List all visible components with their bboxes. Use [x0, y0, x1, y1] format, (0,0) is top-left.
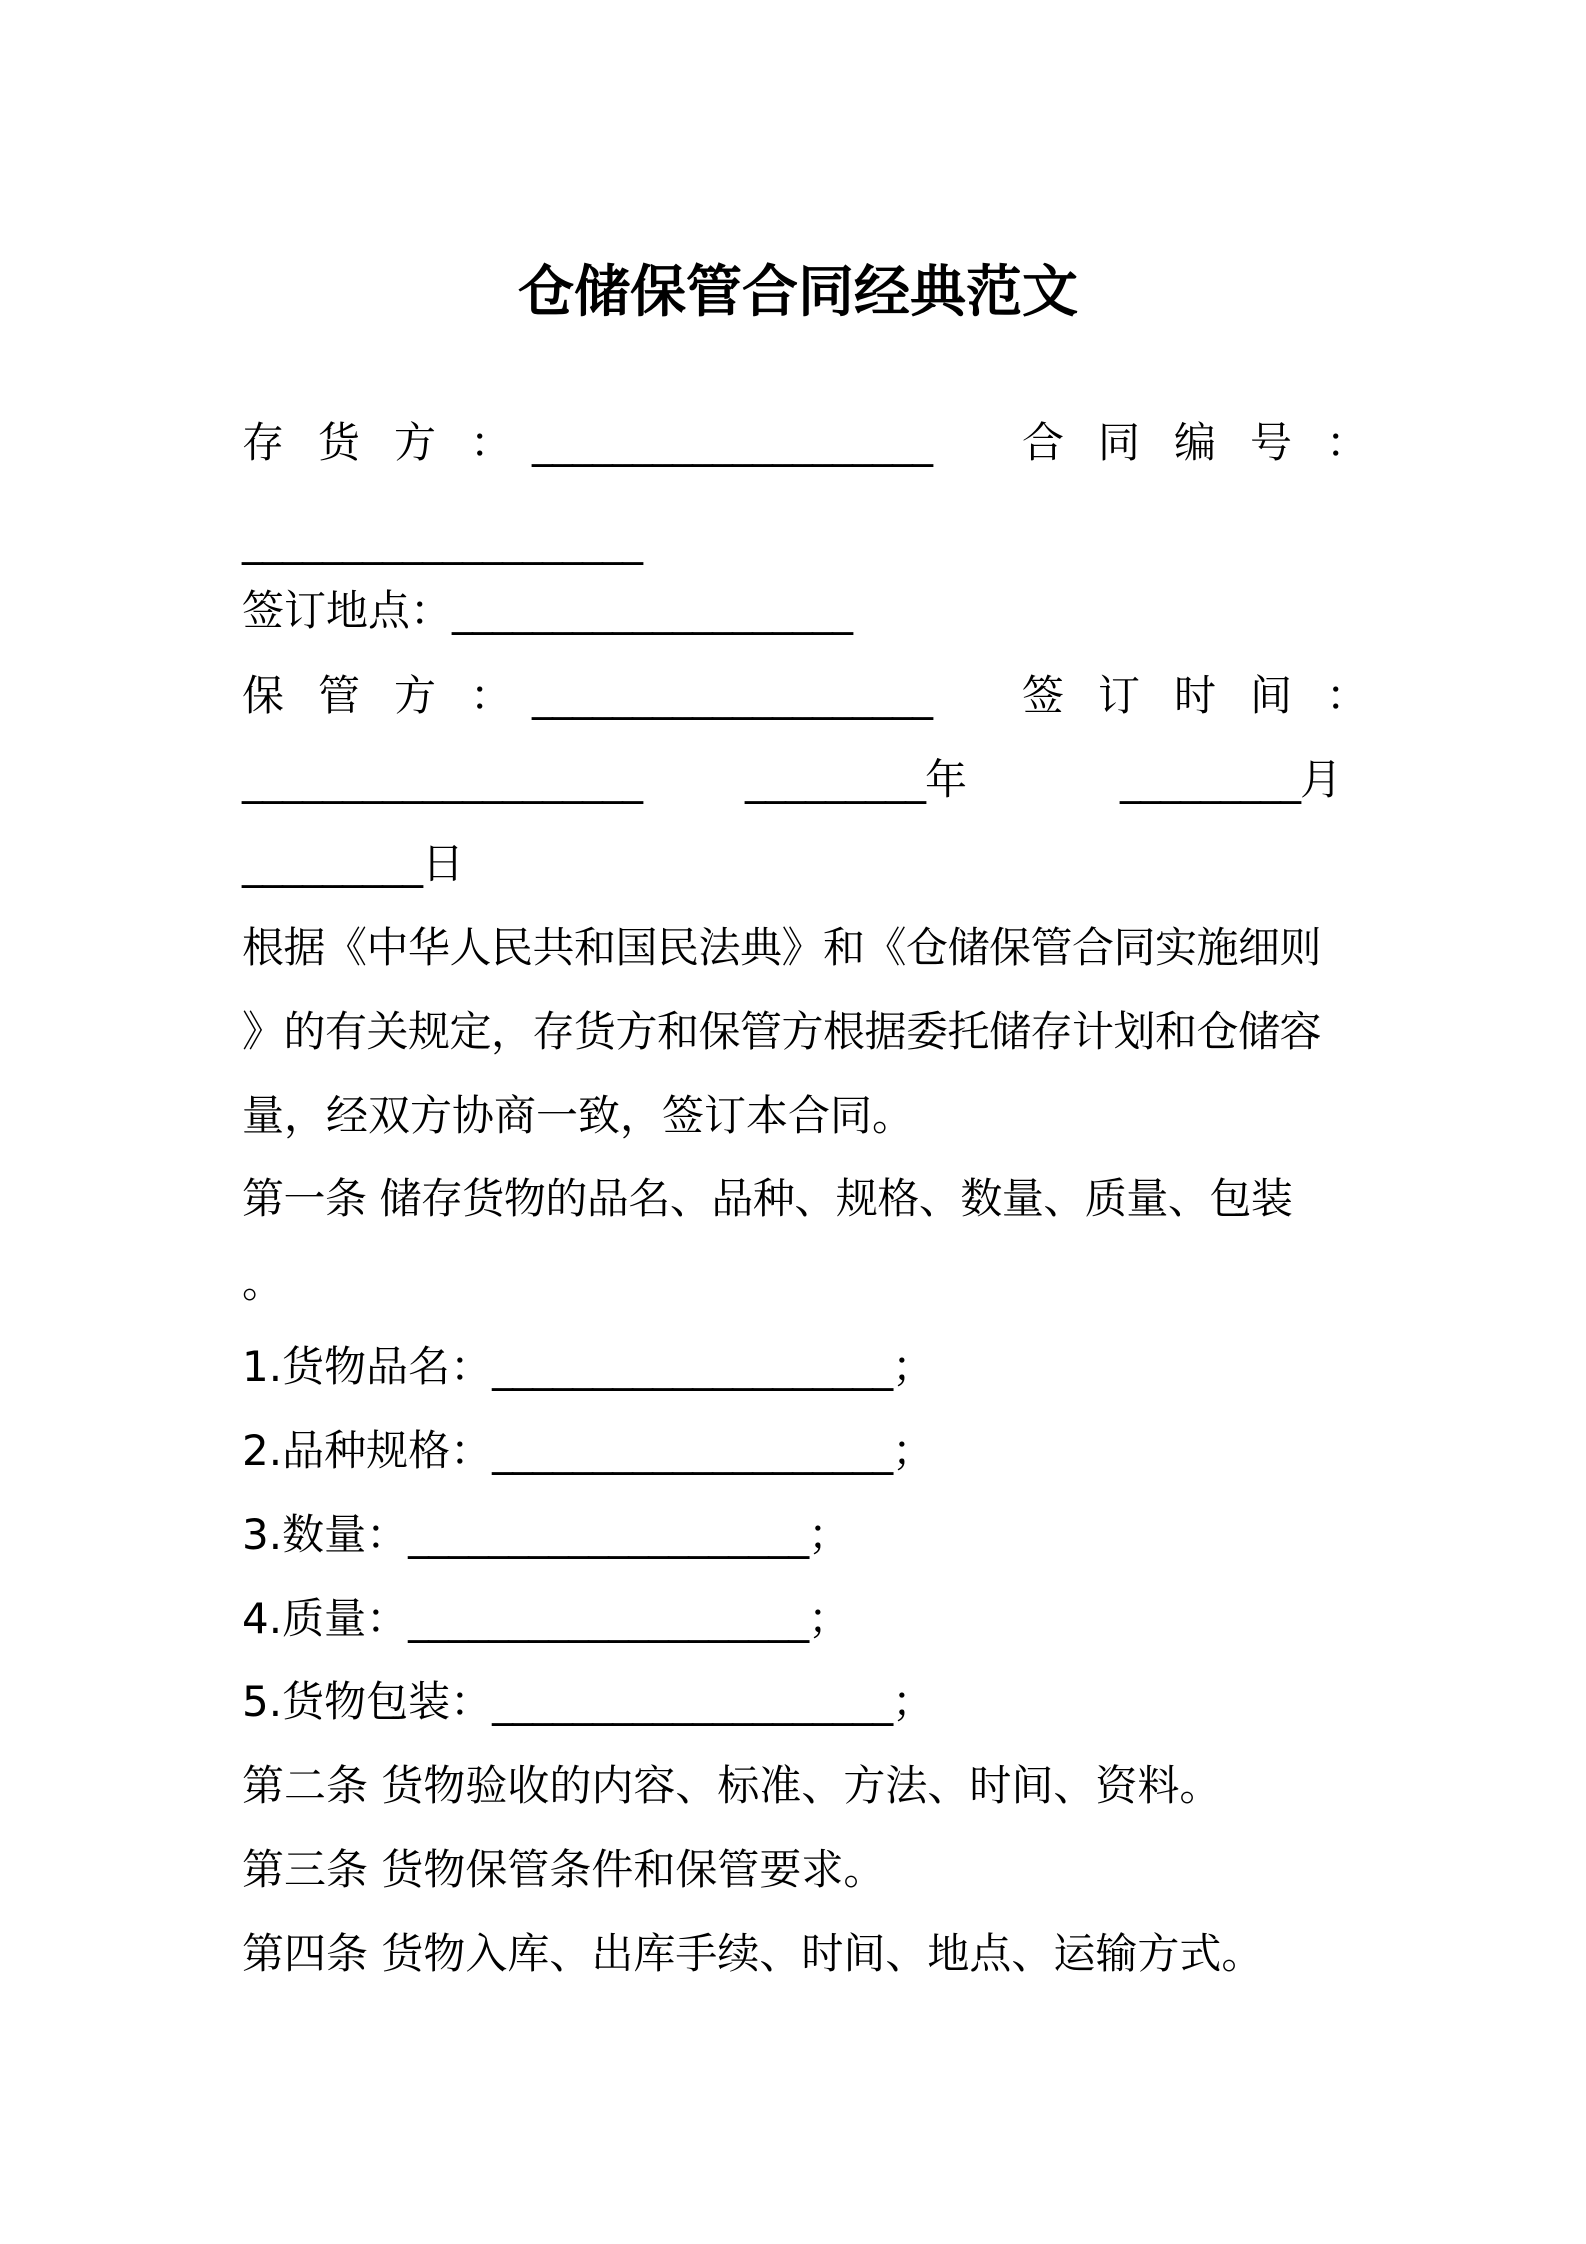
article-1-item	[242, 1507, 850, 1563]
year-blank[interactable]: _________	[745, 755, 925, 804]
preamble-line-3: 量，经双方协商一致，签订本合同。	[242, 1091, 915, 1140]
preamble-line-1: 根据《中华人民共和国民法典》和《仓储保管合同实施细则	[242, 923, 1322, 972]
contract-no-label: 合同编号：	[1022, 418, 1403, 467]
article-4: 第四条 货物入库、出库手续、时间、地点、运输方式。	[242, 1929, 1264, 1978]
preamble-line-2: 》的有关规定，存货方和保管方根据委托储存计划和仓储容	[242, 1007, 1322, 1056]
article-2: 第二条 货物验收的内容、标准、方法、时间、资料。	[242, 1761, 1222, 1810]
place-row	[242, 583, 852, 639]
item-end: ；	[892, 1426, 935, 1475]
article-1-heading: 第一条 储存货物的品名、品种、规格、数量、质量、包装	[242, 1174, 1293, 1223]
item-blank[interactable]: ____________________	[492, 1342, 893, 1391]
day-blank[interactable]: _________	[242, 839, 422, 888]
item-label: 2.品种规格：	[242, 1426, 493, 1475]
item-label: 1.货物品名：	[242, 1342, 493, 1391]
month-blank[interactable]: _________	[1120, 755, 1300, 804]
item-blank[interactable]: ____________________	[408, 1594, 809, 1643]
article-1-item	[242, 1423, 934, 1479]
item-blank[interactable]: ____________________	[492, 1677, 893, 1726]
depositor-label: 存货方：	[242, 418, 547, 467]
month-field	[1120, 752, 1342, 808]
day-label: 日	[422, 839, 465, 888]
article-1-heading-end: 。	[242, 1258, 285, 1307]
contract-no-blank[interactable]: ____________________	[242, 516, 642, 565]
place-blank[interactable]: ____________________	[452, 586, 853, 635]
day-field	[242, 836, 464, 892]
sign-time-label: 签订时间：	[1022, 671, 1403, 720]
sign-time-blank[interactable]: ____________________	[242, 755, 642, 804]
item-label: 4.质量：	[242, 1594, 409, 1643]
item-label: 5.货物包装：	[242, 1677, 493, 1726]
article-1-item	[242, 1339, 934, 1395]
item-label: 3.数量：	[242, 1510, 409, 1559]
article-1-item	[242, 1674, 934, 1730]
custodian-blank[interactable]: ____________________	[532, 671, 932, 720]
document-page	[242, 0, 1403, 2244]
item-blank[interactable]: ____________________	[492, 1426, 893, 1475]
document-title: 仓储保管合同经典范文	[518, 260, 1078, 325]
article-3: 第三条 货物保管条件和保管要求。	[242, 1845, 886, 1894]
year-field	[745, 752, 967, 808]
item-end: ；	[892, 1677, 935, 1726]
item-end: ；	[892, 1342, 935, 1391]
custodian-label: 保管方：	[242, 671, 547, 720]
place-label: 签订地点：	[242, 586, 453, 635]
month-label: 月	[1300, 755, 1343, 804]
item-blank[interactable]: ____________________	[408, 1510, 809, 1559]
item-end: ；	[808, 1594, 851, 1643]
item-end: ；	[808, 1510, 851, 1559]
article-1-item	[242, 1591, 850, 1647]
depositor-blank[interactable]: ____________________	[532, 418, 932, 467]
year-label: 年	[925, 755, 968, 804]
